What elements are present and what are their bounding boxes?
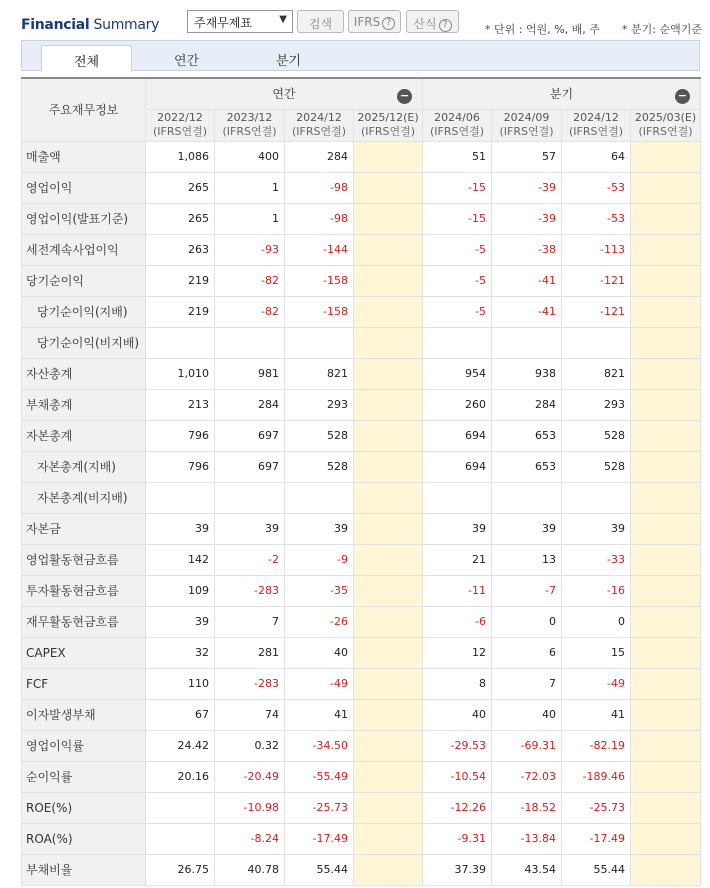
table-cell: 20.16: [146, 761, 215, 792]
table-cell: -8.24: [215, 823, 285, 854]
period-header: [423, 109, 492, 141]
accounting-standard-label: (IFRS연결): [638, 125, 693, 138]
table-cell: [354, 668, 423, 699]
table-cell: [631, 854, 701, 885]
table-cell: -283: [215, 668, 285, 699]
period-label: 2024/12: [573, 111, 619, 124]
table-row: [22, 792, 701, 823]
period-header: [146, 109, 215, 141]
table-cell: 40: [423, 699, 492, 730]
table-cell: [631, 203, 701, 234]
table-cell: 697: [215, 420, 285, 451]
table-cell: -29.53: [423, 730, 492, 761]
table-cell: -35: [285, 575, 354, 606]
table-cell: -53: [562, 203, 631, 234]
table-cell: 51: [423, 141, 492, 172]
table-cell: -25.73: [285, 792, 354, 823]
table-cell: 281: [215, 637, 285, 668]
table-cell: [354, 420, 423, 451]
row-label: 투자활동현금흐름: [22, 575, 146, 606]
table-cell: 1: [215, 203, 285, 234]
table-cell: [631, 730, 701, 761]
table-row: [22, 699, 701, 730]
table-cell: [146, 792, 215, 823]
table-cell: -121: [562, 296, 631, 327]
table-cell: 284: [215, 389, 285, 420]
help-icon: ?: [439, 19, 452, 32]
table-cell: [631, 544, 701, 575]
table-cell: -189.46: [562, 761, 631, 792]
unit-note: * 단위 : 억원, %, 배, 주: [485, 23, 600, 36]
table-cell: 293: [562, 389, 631, 420]
table-cell: 694: [423, 451, 492, 482]
table-cell: [354, 792, 423, 823]
table-cell: [631, 172, 701, 203]
table-cell: -18.52: [492, 792, 562, 823]
table-cell: 40.78: [215, 854, 285, 885]
table-cell: [354, 141, 423, 172]
table-cell: 40: [492, 699, 562, 730]
table-row: [22, 203, 701, 234]
quarter-group-header: [423, 78, 701, 109]
table-cell: 697: [215, 451, 285, 482]
accounting-standard-label: (IFRS연결): [360, 125, 416, 138]
table-cell: -15: [423, 203, 492, 234]
table-cell: -38: [492, 234, 562, 265]
period-label: 2025/12(E): [357, 111, 419, 124]
table-cell: -72.03: [492, 761, 562, 792]
table-cell: -39: [492, 203, 562, 234]
accounting-standard-label: (IFRS연결): [568, 125, 624, 138]
table-cell: -82: [215, 296, 285, 327]
table-row: [22, 358, 701, 389]
chevron-down-icon: ▼: [279, 14, 287, 25]
table-cell: 39: [146, 606, 215, 637]
table-cell: [354, 544, 423, 575]
table-cell: 32: [146, 637, 215, 668]
table-cell: 39: [146, 513, 215, 544]
table-cell: 1: [215, 172, 285, 203]
table-cell: 24.42: [146, 730, 215, 761]
table-cell: 39: [492, 513, 562, 544]
table-cell: 284: [492, 389, 562, 420]
collapse-annual-icon[interactable]: −: [397, 89, 412, 104]
table-cell: 213: [146, 389, 215, 420]
table-cell: -25.73: [562, 792, 631, 823]
annual-group-label: 연간: [272, 87, 296, 102]
table-cell: [631, 606, 701, 637]
search-button[interactable]: 검색: [297, 10, 344, 33]
row-label: 당기순이익: [22, 265, 146, 296]
row-label: 자본총계: [22, 420, 146, 451]
table-cell: [631, 234, 701, 265]
tab-quarter[interactable]: 분기: [275, 54, 302, 69]
table-cell: 796: [146, 451, 215, 482]
table-cell: -10.98: [215, 792, 285, 823]
table-cell: 821: [562, 358, 631, 389]
row-label: 자본금: [22, 513, 146, 544]
table-cell: [146, 823, 215, 854]
table-row: [22, 637, 701, 668]
table-cell: 64: [562, 141, 631, 172]
table-cell: [631, 482, 701, 513]
table-cell: 39: [285, 513, 354, 544]
table-cell: -26: [285, 606, 354, 637]
row-label: 자본총계(지배): [22, 451, 146, 482]
table-cell: -20.49: [215, 761, 285, 792]
table-cell: 110: [146, 668, 215, 699]
row-label: 자산총계: [22, 358, 146, 389]
table-cell: [354, 513, 423, 544]
period-tabs: [21, 40, 700, 71]
table-cell: [354, 296, 423, 327]
table-cell: [354, 606, 423, 637]
table-cell: [631, 141, 701, 172]
table-cell: -12.26: [423, 792, 492, 823]
table-cell: [631, 761, 701, 792]
row-label: 매출액: [22, 141, 146, 172]
table-cell: 26.75: [146, 854, 215, 885]
table-cell: 265: [146, 203, 215, 234]
table-cell: [354, 203, 423, 234]
table-cell: 55.44: [562, 854, 631, 885]
accounting-standard-label: (IFRS연결): [429, 125, 485, 138]
table-cell: -98: [285, 203, 354, 234]
row-label: 부채총계: [22, 389, 146, 420]
ifrs-button[interactable]: [348, 10, 401, 33]
table-cell: 954: [423, 358, 492, 389]
accounting-standard-label: (IFRS연결): [291, 125, 347, 138]
table-cell: 1,010: [146, 358, 215, 389]
table-row: [22, 234, 701, 265]
table-cell: 260: [423, 389, 492, 420]
table-cell: 0: [492, 606, 562, 637]
period-label: 2023/12: [226, 111, 273, 124]
row-label: 영업이익: [22, 172, 146, 203]
period-label: 2022/12: [157, 111, 203, 124]
table-row: [22, 730, 701, 761]
table-cell: 0: [562, 606, 631, 637]
row-label: 재무활동현금흐름: [22, 606, 146, 637]
collapse-quarter-icon[interactable]: −: [675, 89, 690, 104]
table-cell: 15: [562, 637, 631, 668]
table-cell: -69.31: [492, 730, 562, 761]
table-cell: 6: [492, 637, 562, 668]
table-cell: -5: [423, 296, 492, 327]
page-title: Financial Summary: [21, 17, 160, 33]
table-cell: [562, 482, 631, 513]
table-row: [22, 606, 701, 637]
table-cell: 39: [562, 513, 631, 544]
formula-label: 산식: [413, 17, 437, 31]
period-header: [285, 109, 354, 141]
quarter-group-label: 분기: [549, 87, 574, 102]
table-cell: 1,086: [146, 141, 215, 172]
table-cell: [423, 482, 492, 513]
table-cell: [354, 637, 423, 668]
table-cell: 694: [423, 420, 492, 451]
table-cell: -283: [215, 575, 285, 606]
table-cell: [354, 761, 423, 792]
table-cell: [423, 327, 492, 358]
row-label: FCF: [22, 668, 146, 699]
table-cell: 41: [285, 699, 354, 730]
period-header: [562, 109, 631, 141]
report-type-select[interactable]: [187, 10, 293, 33]
table-cell: -98: [285, 172, 354, 203]
table-cell: -53: [562, 172, 631, 203]
table-cell: -55.49: [285, 761, 354, 792]
table-cell: -49: [562, 668, 631, 699]
row-label: 이자발생부채: [22, 699, 146, 730]
row-label: 당기순이익(지배): [22, 296, 146, 327]
table-cell: -10.54: [423, 761, 492, 792]
table-cell: [631, 358, 701, 389]
table-cell: 284: [285, 141, 354, 172]
row-label: 부채비율: [22, 854, 146, 885]
period-header: [354, 109, 423, 141]
table-row: [22, 141, 701, 172]
table-cell: -113: [562, 234, 631, 265]
period-header: [492, 109, 562, 141]
table-cell: [354, 854, 423, 885]
table-cell: 653: [492, 451, 562, 482]
table-cell: 37.39: [423, 854, 492, 885]
table-cell: 8: [423, 668, 492, 699]
table-cell: 219: [146, 265, 215, 296]
table-cell: -33: [562, 544, 631, 575]
table-cell: -6: [423, 606, 492, 637]
table-cell: [354, 730, 423, 761]
table-cell: 981: [215, 358, 285, 389]
table-cell: -93: [215, 234, 285, 265]
table-cell: 400: [215, 141, 285, 172]
table-cell: 263: [146, 234, 215, 265]
table-cell: -34.50: [285, 730, 354, 761]
row-label: ROA(%): [22, 823, 146, 854]
table-cell: 938: [492, 358, 562, 389]
table-cell: [492, 482, 562, 513]
table-cell: -15: [423, 172, 492, 203]
table-cell: -13.84: [492, 823, 562, 854]
table-cell: [631, 389, 701, 420]
row-label: 영업활동현금흐름: [22, 544, 146, 575]
table-row: [22, 482, 701, 513]
row-label: 순이익률: [22, 761, 146, 792]
table-cell: [631, 823, 701, 854]
table-cell: -9: [285, 544, 354, 575]
table-cell: -7: [492, 575, 562, 606]
table-cell: -41: [492, 296, 562, 327]
table-cell: -16: [562, 575, 631, 606]
table-cell: -49: [285, 668, 354, 699]
table-row: [22, 575, 701, 606]
row-label: 세전계속사업이익: [22, 234, 146, 265]
table-cell: 528: [562, 420, 631, 451]
tab-all[interactable]: 전체: [41, 45, 132, 72]
table-cell: -11: [423, 575, 492, 606]
table-cell: [492, 327, 562, 358]
table-cell: 265: [146, 172, 215, 203]
table-cell: [631, 699, 701, 730]
accounting-standard-label: (IFRS연결): [222, 125, 277, 138]
accounting-standard-label: (IFRS연결): [152, 125, 208, 138]
table-row: [22, 420, 701, 451]
table-cell: [354, 265, 423, 296]
table-cell: [215, 482, 285, 513]
table-cell: [631, 265, 701, 296]
quarter-note: * 분기: 순액기준: [622, 23, 702, 36]
table-cell: [354, 451, 423, 482]
ifrs-label: IFRS: [353, 15, 381, 29]
table-row: [22, 296, 701, 327]
table-cell: 74: [215, 699, 285, 730]
table-cell: [285, 327, 354, 358]
table-cell: [354, 327, 423, 358]
table-cell: 21: [423, 544, 492, 575]
row-label: 영업이익(발표기준): [22, 203, 146, 234]
table-row: [22, 761, 701, 792]
table-cell: -5: [423, 234, 492, 265]
table-cell: -17.49: [285, 823, 354, 854]
period-header: [631, 109, 701, 141]
table-cell: -121: [562, 265, 631, 296]
table-cell: [354, 482, 423, 513]
accounting-standard-label: (IFRS연결): [499, 125, 554, 138]
row-label: 영업이익률: [22, 730, 146, 761]
table-cell: [354, 823, 423, 854]
table-cell: -144: [285, 234, 354, 265]
table-row: [22, 172, 701, 203]
row-label: 자본총계(비지배): [22, 482, 146, 513]
table-cell: [146, 327, 215, 358]
table-cell: 821: [285, 358, 354, 389]
table-cell: [631, 792, 701, 823]
table-cell: 0.32: [215, 730, 285, 761]
table-cell: [354, 358, 423, 389]
table-row: [22, 854, 701, 885]
table-cell: 13: [492, 544, 562, 575]
table-cell: -5: [423, 265, 492, 296]
table-row: [22, 327, 701, 358]
table-cell: [354, 234, 423, 265]
table-cell: [631, 637, 701, 668]
table-cell: 67: [146, 699, 215, 730]
table-cell: -158: [285, 265, 354, 296]
table-cell: [354, 575, 423, 606]
table-row: [22, 265, 701, 296]
table-cell: [631, 668, 701, 699]
row-label: 당기순이익(비지배): [22, 327, 146, 358]
table-cell: -17.49: [562, 823, 631, 854]
table-cell: [631, 296, 701, 327]
table-cell: -82.19: [562, 730, 631, 761]
table-cell: 528: [285, 451, 354, 482]
top-bar: [0, 0, 710, 40]
table-cell: 41: [562, 699, 631, 730]
table-row: [22, 823, 701, 854]
row-label: ROE(%): [22, 792, 146, 823]
table-cell: 7: [492, 668, 562, 699]
financial-summary-table: [21, 77, 701, 886]
table-cell: 40: [285, 637, 354, 668]
table-cell: 796: [146, 420, 215, 451]
table-row: [22, 668, 701, 699]
table-cell: [285, 482, 354, 513]
period-label: 2025/03(E): [634, 111, 697, 124]
table-cell: [631, 451, 701, 482]
table-cell: [146, 482, 215, 513]
table-cell: 12: [423, 637, 492, 668]
table-cell: [354, 699, 423, 730]
table-cell: -2: [215, 544, 285, 575]
table-cell: [354, 389, 423, 420]
help-icon: ?: [382, 17, 395, 30]
table-cell: -9.31: [423, 823, 492, 854]
table-cell: [631, 575, 701, 606]
table-row: [22, 451, 701, 482]
table-cell: 219: [146, 296, 215, 327]
table-cell: [562, 327, 631, 358]
table-cell: 39: [215, 513, 285, 544]
period-label: 2024/06: [434, 111, 480, 124]
table-cell: -82: [215, 265, 285, 296]
table-cell: 43.54: [492, 854, 562, 885]
table-row: [22, 513, 701, 544]
table-cell: 142: [146, 544, 215, 575]
period-label: 2024/12: [296, 111, 342, 124]
corner-header: 주요재무정보: [22, 78, 146, 141]
table-cell: -158: [285, 296, 354, 327]
period-header: [215, 109, 285, 141]
table-row: [22, 389, 701, 420]
report-type-value: 주재무제표: [194, 16, 252, 30]
table-cell: [631, 420, 701, 451]
table-cell: 57: [492, 141, 562, 172]
table-cell: 109: [146, 575, 215, 606]
table-cell: 653: [492, 420, 562, 451]
table-cell: [215, 327, 285, 358]
table-cell: 7: [215, 606, 285, 637]
table-cell: 55.44: [285, 854, 354, 885]
table-row: [22, 544, 701, 575]
period-label: 2024/09: [503, 111, 550, 124]
table-cell: 39: [423, 513, 492, 544]
table-cell: 528: [562, 451, 631, 482]
table-cell: -39: [492, 172, 562, 203]
table-cell: [631, 513, 701, 544]
formula-button[interactable]: [406, 10, 459, 33]
annual-group-header: [146, 78, 423, 109]
tab-annual[interactable]: 연간: [173, 54, 200, 69]
row-label: CAPEX: [22, 637, 146, 668]
table-cell: [354, 172, 423, 203]
table-cell: [631, 327, 701, 358]
table-cell: 528: [285, 420, 354, 451]
table-cell: 293: [285, 389, 354, 420]
table-cell: -41: [492, 265, 562, 296]
